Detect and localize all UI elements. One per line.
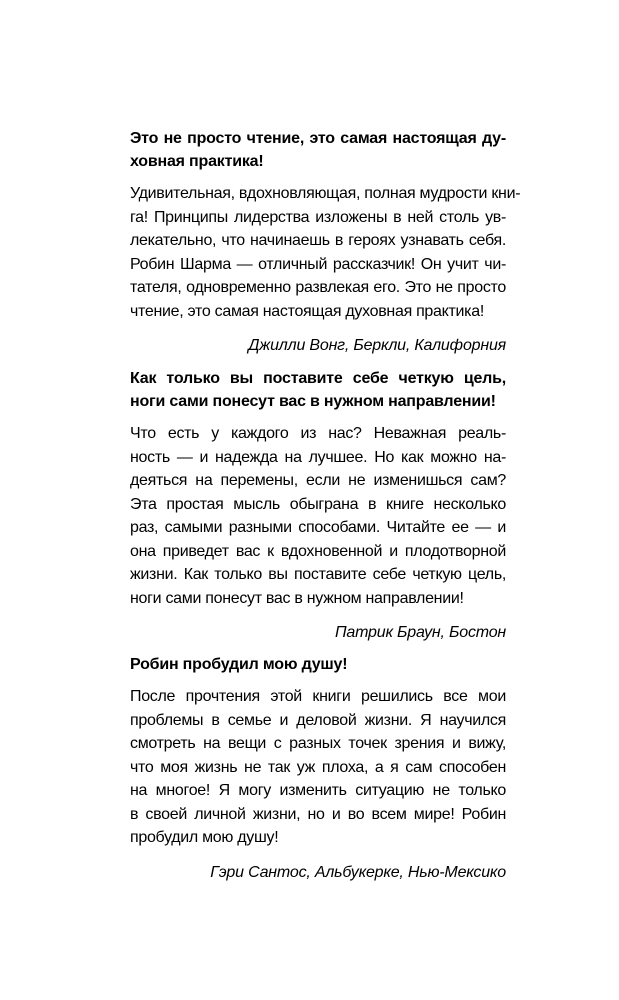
heading-line: Как только вы поставите себе четкую цель,	[130, 370, 506, 387]
review-body	[130, 685, 506, 850]
heading-line: Робин пробудил мою душу!	[130, 656, 348, 673]
review-author: Патрик Браун, Бостон	[335, 624, 506, 641]
body-line: жизни. Как только вы поставите себе четкую цель,	[130, 566, 506, 583]
body-line: Что есть у каждого из нас? Неважная реаль-	[130, 425, 506, 442]
review-author: Гэри Сантос, Альбукерке, Нью-Мексико	[210, 863, 506, 881]
body-line: что моя жизнь не так уж плоха, а я сам способен	[130, 758, 506, 776]
review-heading	[130, 653, 506, 676]
body-line: она приведет вас к вдохновенной и плодотворной	[130, 542, 506, 560]
body-line: пробудил мою душу!	[130, 829, 279, 846]
review-body	[130, 182, 521, 323]
body-line: После прочтения этой книги решились все мои	[130, 688, 506, 705]
review-2	[130, 367, 506, 644]
body-line: ность — и надежда на лучшее. Но как можно на-	[130, 448, 506, 466]
body-line: тателя, одновременно развлекая его. Это не просто	[130, 279, 506, 296]
body-line: Эта простая мысль обыграна в книге несколько	[130, 495, 506, 513]
body-line: деяться на перемены, если не изменишься сам?	[130, 472, 506, 489]
body-line: га! Принципы лидерства изложены в ней столь ув-	[130, 208, 506, 226]
body-line: Робин Шарма — отличный рассказчик! Он учит чи-	[130, 255, 506, 273]
review-3	[130, 653, 506, 884]
review-author: Джилли Вонг, Беркли, Калифорния	[248, 337, 506, 354]
heading-line: ноги сами понесут вас в нужном направлении!	[130, 393, 496, 410]
review-1	[130, 127, 521, 357]
body-line: чтение, это самая настоящая духовная практика!	[130, 302, 484, 320]
body-line: ноги сами понесут вас в нужном направлении!	[130, 589, 464, 607]
heading-line: Это не просто чтение, это самая настоящая ду-	[130, 130, 506, 147]
review-heading	[130, 367, 506, 413]
review-body	[130, 422, 506, 610]
body-line: Удивительная, вдохновляющая, полная мудрости кни-	[130, 185, 521, 202]
body-line: лекательно, что начинаешь в героях узнавать себя.	[130, 232, 506, 249]
body-line: на многое! Я могу изменить ситуацию не только	[130, 782, 506, 799]
body-line: в своей личной жизни, но и во всем мире! Робин	[130, 805, 506, 823]
body-line: смотреть на вещи с разных точек зрения и вижу,	[130, 735, 506, 752]
review-heading	[130, 127, 506, 173]
body-line: проблемы в семье и деловой жизни. Я научился	[130, 711, 506, 729]
body-line: раз, самыми разными способами. Читайте ее — и	[130, 519, 506, 536]
heading-line: ховная практика!	[130, 153, 264, 170]
